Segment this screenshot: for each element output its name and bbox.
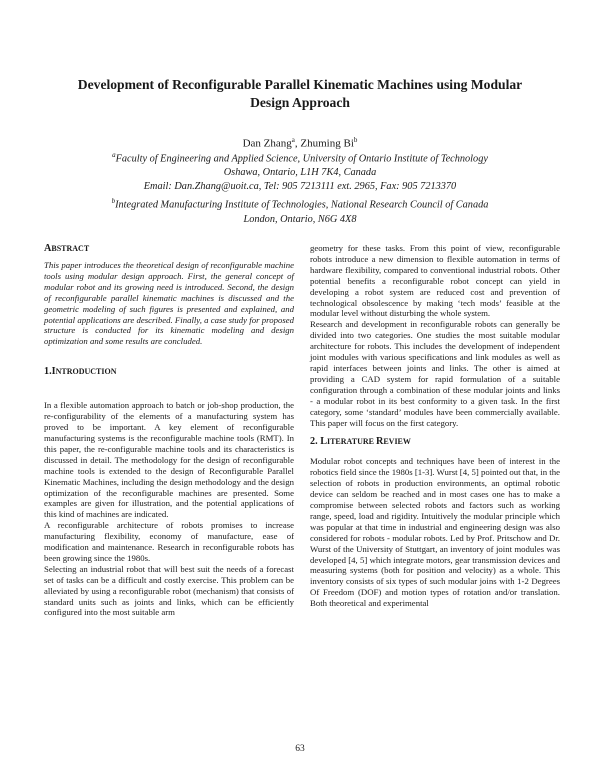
review-heading — [310, 435, 560, 448]
review-heading-initial-2: R — [375, 436, 384, 448]
author-1: Dan Zhang — [242, 137, 292, 150]
intro-paragraph-1: In a flexible automation approach to batch or job-shop production, the re-configurability of the elements of a manufacturing system has proved to be important. A key element of reconfigurable manufacturing systems is the reconfigurable machine tools (RMT). In this paper, the re-configurable machine tools and its characteristics is discussed in detail. The methodology for the design of reconfigurable machine tools is extended to the design of Reconfigurable Parallel Kinematic Machines, including the design methodology and the design optimization of the reconfigurable machines are presented. Some examples are given for illustration, and the potential applications of this kind of machines are indicated. — [44, 400, 294, 520]
author-2: Zhuming Bi — [300, 137, 354, 150]
affiliation-a-line-1 — [60, 148, 540, 166]
abstract-heading-initial: A — [44, 243, 52, 254]
author-2-affil-mark: b — [353, 136, 358, 144]
right-column — [310, 243, 560, 609]
intro-paragraph-4: geometry for these tasks. From this point of view, reconfigurable robots introduce a new dimension to flexible automation in terms of hardware flexibility, compared to conventional industrial robots. Other potential benefits a reconfigurable robot concept can yield in developing a robot system are reduced cost and prevention of technological obsolescence by making ‘tech mods’ feasible at the modular level without disturbing the whole system. — [310, 243, 560, 319]
abstract-heading — [44, 242, 294, 255]
paper-title — [60, 76, 540, 112]
abstract-heading-rest: BSTRACT — [51, 244, 90, 253]
intro-heading — [44, 365, 294, 378]
affiliation-a-name: Faculty of Engineering and Applied Science, University of Ontario Institute of Technology — [115, 153, 488, 165]
title-line-1: Development of Reconfigurable Parallel Kinematic Machines using Modular — [77, 77, 523, 92]
affiliation-a-line-2: Oshawa, Ontario, L1H 7K4, Canada — [223, 167, 377, 179]
intro-paragraph-5: Research and development in reconfigurable robots can generally be divided into two categories. One studies the most suitable modular architecture for robots. This includes the development of independent joint modules with various specifications and link modules as well as rapid interfaces between joints and links. The other is aimed at providing a CAD system for rapid formulation of a suitable configuration through a combination of these modular joints and links - a modular robot in its best conformity to a given task. In the first category, some ‘standard’ modules have been commercially available. This paper will focus on the first category. — [310, 319, 560, 428]
affiliation-a-mark: a — [112, 151, 116, 159]
review-heading-number: 2. — [310, 436, 318, 448]
affiliations — [60, 148, 540, 227]
affiliation-b-line-1 — [60, 194, 540, 212]
review-paragraph-1: Modular robot concepts and techniques have been of interest in the robotics field since the 1980s [1-3]. Wurst [4, 5] pointed out that, in the selection of robots in production environments, an optimal robotic device can seldom be reached and in most cases one has to make a compromise between selected robots and factors such as working range, speed, load and rigidity. Intuitively the modular principle which was popular at that time in industrial and engineering design was also considered for robots - modular robots. Led by Prof. Pritschow and Dr. Wurst of the University of Stuttgart, an inventory of joint modules was developed [4, 5] which integrate motors, gear transmission devices and measuring systems (both for position and velocity) as a whole. This inventory consists of six types of such modular joins with 1-2 Degrees Of Freedom (DOF) and motion types of rotation and/or translation. Both theoretical and experimental — [310, 456, 560, 609]
affiliation-b-line-2: London, Ontario, N6G 4X8 — [243, 213, 357, 225]
intro-paragraph-3: Selecting an industrial robot that will best suit the needs of a forecast set of tasks can be a difficult and costly exercise. This problem can be alleviated by using a reconfigurable robot (mechanism) that consists of standard units such as joints and links, which can be efficiently configured into the most suitable arm — [44, 563, 294, 618]
affiliation-b-mark: b — [111, 197, 116, 206]
left-column — [44, 242, 294, 618]
title-line-2: Design Approach — [250, 95, 350, 110]
author-1-affil-mark: a — [291, 136, 295, 144]
affiliation-a-contact: Email: Dan.Zhang@uoit.ca, Tel: 905 7213111 ext. 2965, Fax: 905 7213370 — [143, 181, 457, 193]
review-heading-initial: L — [320, 436, 327, 448]
intro-paragraph-2: A reconfigurable architecture of robots promises to increase manufacturing flexibility, economy of manufacture, ease of modification and maintenance. Research in reconfigurable robots has been growing since the 1980s. — [44, 520, 294, 563]
intro-heading-rest: NTRODUCTION — [55, 367, 117, 377]
abstract-text: This paper introduces the theoretical design of reconfigurable machine tools using modular design approach. First, the general concept of modular robot and its growing need is introduced. Second, the design of reconfigurable parallel kinematic machines is discussed and the geometric modeling of such figures is presented and explained, and potential applications are described. Finally, a case study for proposed structure is conducted for its kinematic modeling and design optimization and some results are concluded. — [44, 260, 294, 347]
author-separator: , — [294, 137, 301, 150]
review-heading-rest-2: EVIEW — [383, 437, 411, 447]
intro-heading-initial: I — [51, 366, 56, 378]
intro-heading-number: 1. — [44, 366, 52, 378]
review-heading-rest-1: ITERATURE — [326, 437, 376, 447]
page-number: 63 — [295, 744, 305, 754]
affiliation-b-name: Integrated Manufacturing Institute of Technologies, National Research Council of Canada — [115, 199, 489, 211]
